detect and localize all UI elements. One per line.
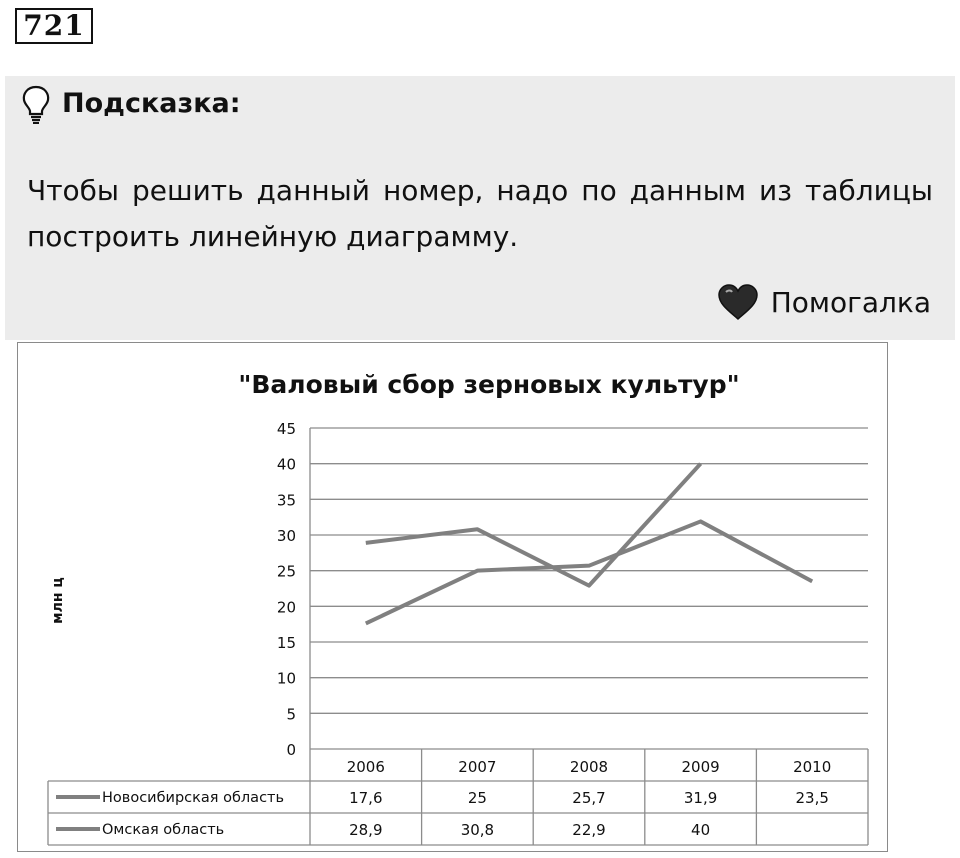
legend-label: Омская область [102,822,225,838]
hint-heading: Подсказка: [62,88,241,119]
lightbulb-icon [19,84,53,124]
data-label: 31,9 [683,789,718,807]
data-label: 28,9 [349,821,383,839]
data-label: 25 [467,789,487,807]
y-tick-label: 5 [286,705,296,724]
heart-icon [717,283,759,321]
brand-name: Помогалка [770,285,931,319]
data-label: 40 [691,821,711,839]
legend-label: Новосибирская область [102,790,285,806]
chart-title: "Валовый сбор зерновых культур" [238,370,740,399]
task-number: 721 [15,8,93,44]
y-tick-label: 15 [276,634,296,652]
series-line [366,521,812,623]
x-tick-label: 2009 [681,758,720,776]
x-tick-label: 2007 [458,758,497,776]
data-label: 30,8 [460,821,495,839]
chart-frame [17,342,888,852]
y-tick-label: 0 [286,741,296,759]
data-label: 17,6 [349,789,383,807]
data-label: 22,9 [572,821,606,839]
x-tick-label: 2008 [569,758,609,776]
y-axis-label: млн ц [50,577,66,624]
y-tick-label: 30 [276,527,296,545]
y-tick-label: 45 [276,420,296,438]
hint-box [5,76,955,340]
data-label: 23,5 [795,789,829,807]
y-tick-label: 10 [276,669,296,688]
data-label: 25,7 [572,789,606,807]
y-tick-label: 35 [276,491,296,510]
hint-text: Чтобы решить данный номер, надо по данным из таблицы построить линейную диаграмму. [27,174,933,253]
brand [717,282,931,322]
y-tick-label: 25 [276,562,296,581]
x-tick-label: 2006 [346,758,385,776]
line-chart [18,343,887,851]
y-tick-label: 20 [276,598,296,617]
y-tick-label: 40 [276,455,296,474]
x-tick-label: 2010 [793,758,832,776]
